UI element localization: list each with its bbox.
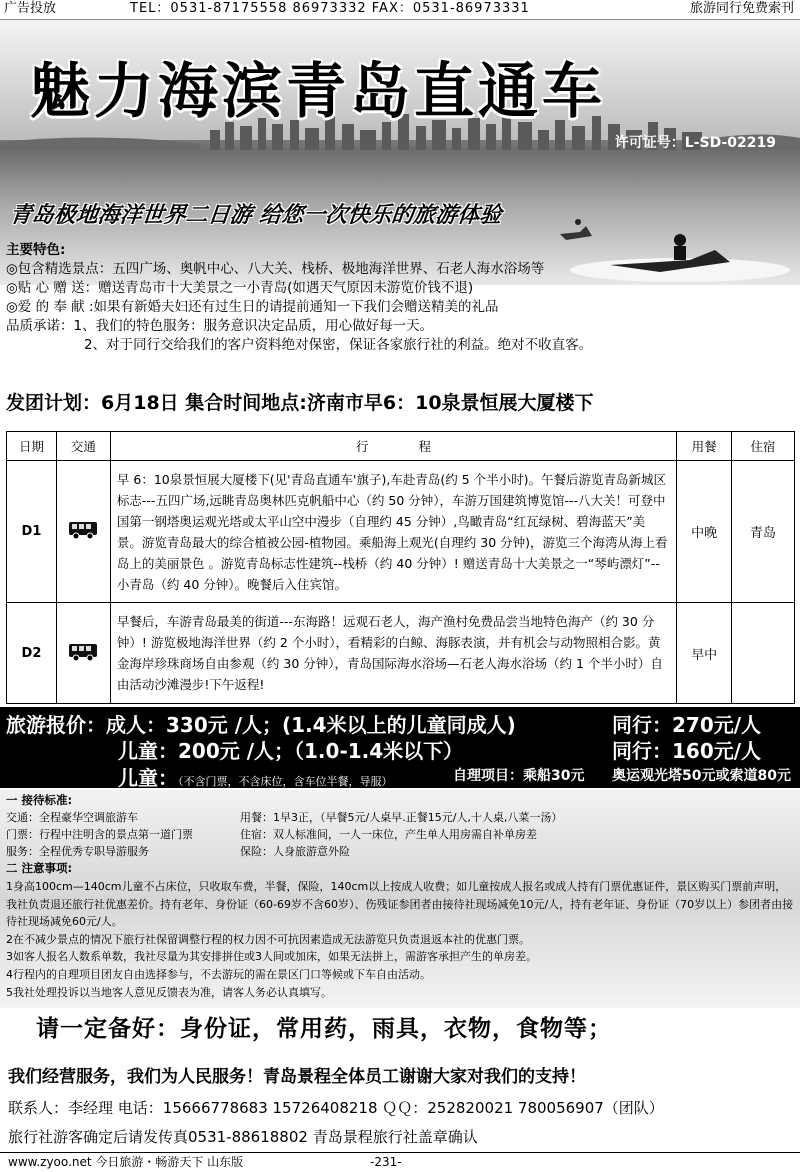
free-catalog-label: 旅游同行免费索刊 <box>689 1 794 16</box>
ad-label: 广告投放 <box>4 1 57 16</box>
service-slogan: 我们经营服务，我们为人民服务！青岛景程全体员工谢谢大家对我们的支持！ <box>8 1067 586 1087</box>
contact-numbers: TEL：0531-87175558 86973332 FAX：0531-86973331 <box>130 1 530 16</box>
note-item: 2在不减少景点的情况下旅行社保留调整行程的权力因不可抗因素造成无法游览只负责退返本社的优惠门票。 <box>6 932 530 946</box>
price-panel <box>0 707 800 788</box>
meal-cell: 早中 <box>677 603 732 704</box>
departure-plan: 发团计划：6月18日 集合时间地点:济南市早6：10泉景恒展大厦楼下 <box>6 392 594 414</box>
col-meal: 用餐 <box>677 432 732 461</box>
table-header-row <box>7 432 795 461</box>
footer-site: www.zyoo.net 今日旅游・畅游天下 山东版 <box>8 1155 244 1169</box>
price-label: 旅游报价： <box>6 713 106 737</box>
col-stay: 住宿 <box>732 432 795 461</box>
std-meals: 用餐：1早3正，（早餐5元/人桌早.正餐15元/人,十人桌,八菜一汤） <box>240 811 563 824</box>
std-lodging: 住宿：双人标准间，一人一床位，产生单人用房需自补单房差 <box>240 828 537 841</box>
notes-list <box>6 878 796 1001</box>
note-item: 4行程内的自理项目团友自由选择参与，不去游玩的需在景区门口等候或下车自由活动。 <box>6 967 431 981</box>
transport-cell <box>56 461 110 603</box>
header-bar <box>0 0 800 20</box>
page-footer <box>0 1152 800 1172</box>
optional-items-more: 奥运观光塔50元或索道80元 <box>612 768 791 784</box>
transport-cell <box>56 603 110 704</box>
bus-icon <box>68 642 98 662</box>
child-price: 儿童：200元 /人；（1.0-1.4米以下） <box>118 739 464 763</box>
itinerary-table <box>6 431 795 704</box>
standards-heading: 一 接待标准: <box>6 793 73 807</box>
std-insurance: 保险：人身旅游意外险 <box>240 845 350 858</box>
col-date: 日期 <box>7 432 57 461</box>
note-item: 5我社处理投诉以当地客人意见反馈表为准，请客人务必认真填写。 <box>6 985 332 999</box>
tour-slogan: 青岛极地海洋世界二日游 给您一次快乐的旅游体验 <box>8 203 503 228</box>
reception-standards <box>0 790 800 1008</box>
license-number: 许可证号：L-SD-02219 <box>614 135 776 151</box>
std-transport: 交通：全程豪华空调旅游车 <box>6 811 138 824</box>
bus-icon <box>68 520 98 540</box>
note-item: 1身高100cm—140cm儿童不占床位，只收取车费，半餐，保险，140cm以上按成人收费；如儿童按成人报名或成人持有门票优惠证件，景区购买门票前声明，我社负责退还旅行社优惠差价。持有老年、身份证（60-69岁不含60岁）、伤残证参团者由接待社现场减免10元/人，持有老年证、身份证（70岁以上）参团者由接待社现场减免60元/人。 <box>6 880 794 929</box>
child-price-note: 儿童：（不含门票，不含床位，含车位半餐，导服） <box>118 766 393 790</box>
peer-adult-price: 同行：270元/人 <box>612 713 762 737</box>
contact-info: 联系人：李经理 电话：15666778683 15726408218 ＱＱ：252820021 780056907（团队） <box>8 1099 664 1117</box>
features-heading: 主要特色: <box>6 242 66 258</box>
std-service: 服务：全程优秀专职导游服务 <box>6 845 149 858</box>
day-label: D1 <box>7 461 57 603</box>
packing-reminder: 请一定备好：身份证，常用药，雨具，衣物，食物等； <box>36 1016 612 1042</box>
adult-price: 旅游报价：成人：330元 /人；(1.4米以上的儿童同成人) <box>6 713 516 737</box>
notes-heading: 二 注意事项: <box>6 861 73 875</box>
optional-items: 自理项目：乘船30元 <box>453 768 585 784</box>
feature-item: ◎包含精选景点：五四广场、奥帆中心、八大关、栈桥、极地海洋世界、石老人海水浴场等 <box>6 261 545 277</box>
fax-confirmation: 旅行社游客确定后请发传真0531-88618802 青岛景程旅行社盖章确认 <box>8 1128 478 1146</box>
note-item: 3如客人报名人数系单数，我社尽量为其安排拼住或3人间或加床，如果无法拼上，需游客承担产生的单房差。 <box>6 950 537 964</box>
col-itinerary: 行 程 <box>110 432 676 461</box>
std-tickets: 门票：行程中注明含的景点第一道门票 <box>6 828 193 841</box>
peer-child-price: 同行：160元/人 <box>612 739 762 763</box>
page-title: 魅力海滨青岛直通车 <box>30 57 606 127</box>
feature-item: ◎爱 的 奉 献 :如果有新婚夫妇还有过生日的请提前通知一下我们会赠送精美的礼品 <box>6 299 499 315</box>
stay-cell: 青岛 <box>732 461 795 603</box>
features-section <box>6 241 796 355</box>
quality-promise-2: 2、对于同行交给我们的客户资料绝对保密，保证各家旅行社的利益。绝对不收直客。 <box>84 337 593 353</box>
page-number: -231- <box>370 1155 402 1169</box>
quality-promise-1: 品质承诺：1、我们的特色服务：服务意识决定品质，用心做好每一天。 <box>6 318 434 334</box>
stay-cell <box>732 603 795 704</box>
col-transport: 交通 <box>56 432 110 461</box>
table-row <box>7 461 795 603</box>
day-label: D2 <box>7 603 57 704</box>
itinerary-text: 早 6：10泉景恒展大厦楼下(见'青岛直通车'旗子),车赴青岛(约 5 个半小时)。午餐后游览青岛新城区标志---五四广场,远眺青岛奥林匹克帆船中心（约 50 分钟），车游万国建筑博览馆---八大关！可登中国第一钢塔奥运观光塔或太平山空中漫步（自理约 45 分钟）,鸟瞰青岛“红瓦绿树、碧海蓝天”美景。游览青岛最大的综合植被公园-植物园。乘船海上观光(自理约 30 分钟)，游览三个海湾从海上看岛上的美丽景色 。游览青岛标志性建筑--栈桥（约 40 分钟）! 赠送青岛十大美景之一“琴屿漂灯”--小青岛（约 40 分钟）。晚餐后入住宾馆。 <box>110 461 676 603</box>
meal-cell: 中晚 <box>677 461 732 603</box>
feature-item: ◎贴 心 赠 送：赠送青岛市十大美景之一小青岛(如遇天气原因未游览价钱不退) <box>6 280 474 296</box>
table-row <box>7 603 795 704</box>
itinerary-text: 早餐后，车游青岛最美的街道---东海路！远观石老人，海产渔村免费品尝当地特色海产（约 30 分钟）! 游览极地海洋世界（约 2 个小时），看精彩的白鲸、海豚表演，并有机会与动物照相合影。黄金海岸珍珠商场自由参观（约 30 分钟），青岛国际海水浴场—石老人海水浴场（约 1 个半小时）自由活动沙滩漫步!下午返程! <box>110 603 676 704</box>
